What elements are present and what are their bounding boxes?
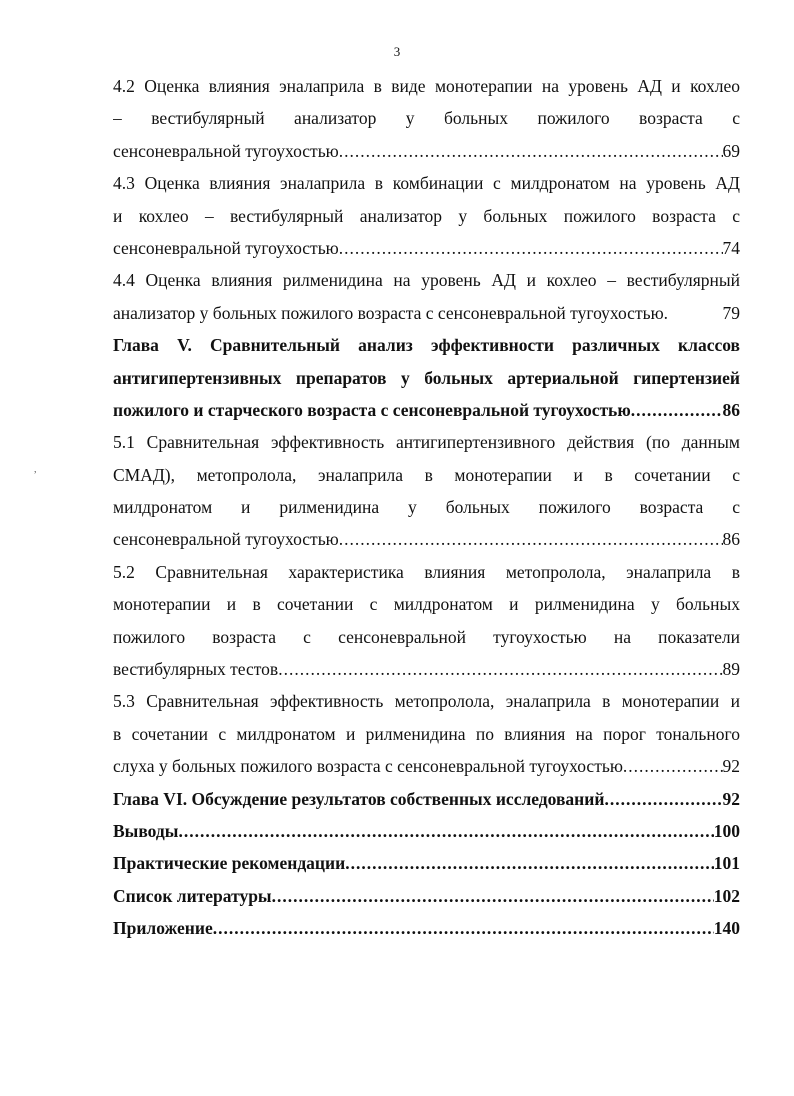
toc-chapter-line-with-page: [113, 880, 740, 912]
toc-page: 92: [722, 788, 740, 809]
dot-leader: [278, 653, 722, 685]
toc-line: слуха у больных пожилого возраста с сенсоневральной тугоухостью: [113, 756, 623, 777]
toc-line: 5.1 Сравнительная эффективность антигипертензивного действия (по данным: [113, 432, 740, 453]
toc-line: в сочетании с милдронатом и рилменидина по влияния на порог тонального: [113, 723, 740, 744]
toc-chapter-line: Список литературы: [113, 885, 272, 906]
toc-line: 4.4 Оценка влияния рилменидина на уровень АД и кохлео – вестибулярный: [113, 270, 740, 291]
toc-line: милдронатом и рилменидина у больных пожилого возраста с: [113, 497, 740, 518]
toc-line: сенсоневральной тугоухостью: [113, 140, 339, 161]
toc-chapter-line-with-page: [113, 783, 740, 815]
toc-line: монотерапии и в сочетании с милдронатом и рилменидина у больных: [113, 594, 740, 615]
dot-leader: [213, 912, 714, 944]
toc-chapter-line-with-page: [113, 815, 740, 847]
toc-page: 69: [722, 140, 740, 161]
dot-leader: [339, 232, 723, 264]
table-of-contents: [113, 70, 740, 945]
toc-line: – вестибулярный анализатор у больных пожилого возраста с: [113, 108, 740, 129]
toc-page: 74: [722, 237, 740, 258]
toc-line-with-page: [113, 523, 740, 555]
toc-chapter-line: Практические рекомендации: [113, 853, 346, 874]
toc-page: 101: [713, 853, 740, 874]
toc-line: 5.3 Сравнительная эффективность метопролола, эналаприла в монотерапии и: [113, 691, 740, 712]
dot-leader: [178, 815, 713, 847]
toc-line-with-page: [113, 297, 740, 329]
toc-page: 140: [713, 918, 740, 939]
toc-line: сенсоневральной тугоухостью: [113, 237, 339, 258]
toc-line: 5.2 Сравнительная характеристика влияния метопролола, эналаприла в: [113, 561, 740, 582]
toc-line: и кохлео – вестибулярный анализатор у больных пожилого возраста с: [113, 205, 740, 226]
toc-chapter-line: Глава V. Сравнительный анализ эффективности различных классов: [113, 335, 740, 356]
page-number: 3: [393, 44, 401, 59]
toc-line: вестибулярных тестов: [113, 659, 279, 680]
toc-page: 89: [722, 659, 740, 680]
dot-leader: [339, 523, 723, 555]
toc-chapter-line-with-page: [113, 912, 740, 944]
toc-page: 86: [722, 529, 740, 550]
toc-chapter-line: Выводы: [113, 820, 179, 841]
toc-line-with-page: [113, 653, 740, 685]
dot-leader: [604, 783, 722, 815]
toc-page: 92: [722, 756, 740, 777]
toc-line: 4.3 Оценка влияния эналаприла в комбинации с милдронатом на уровень АД: [113, 173, 740, 194]
toc-line: пожилого возраста с сенсоневральной тугоухостью на показатели: [113, 626, 740, 647]
toc-line-with-page: [113, 750, 740, 782]
toc-chapter-line: Глава VI. Обсуждение результатов собственных исследований: [113, 788, 605, 809]
dot-leader: [272, 880, 714, 912]
toc-line-with-page: [113, 232, 740, 264]
toc-page: 79: [722, 302, 740, 323]
toc-page: 102: [713, 885, 740, 906]
dot-leader: [339, 135, 723, 167]
toc-page: 86: [722, 399, 740, 420]
toc-line: СМАД), метопролола, эналаприла в монотерапии и в сочетании с: [113, 464, 740, 485]
scan-speck: ,: [34, 464, 37, 475]
dot-leader: [623, 750, 723, 782]
dot-leader: [345, 847, 714, 879]
toc-page: 100: [713, 820, 740, 841]
toc-line: сенсоневральной тугоухостью: [113, 529, 339, 550]
toc-chapter-line-with-page: [113, 847, 740, 879]
toc-line-with-page: [113, 135, 740, 167]
toc-line: 4.2 Оценка влияния эналаприла в виде монотерапии на уровень АД и кохлео: [113, 76, 740, 96]
toc-line: анализатор у больных пожилого возраста с сенсоневральной тугоухостью.: [113, 302, 669, 323]
toc-chapter-line: антигипертензивных препаратов у больных артериальной гипертензией: [113, 367, 740, 388]
dot-leader: [631, 394, 723, 426]
toc-chapter-line: Приложение: [113, 918, 213, 939]
toc-chapter-line: пожилого и старческого возраста с сенсоневральной тугоухостью: [113, 399, 631, 420]
toc-chapter-line-with-page: [113, 394, 740, 426]
